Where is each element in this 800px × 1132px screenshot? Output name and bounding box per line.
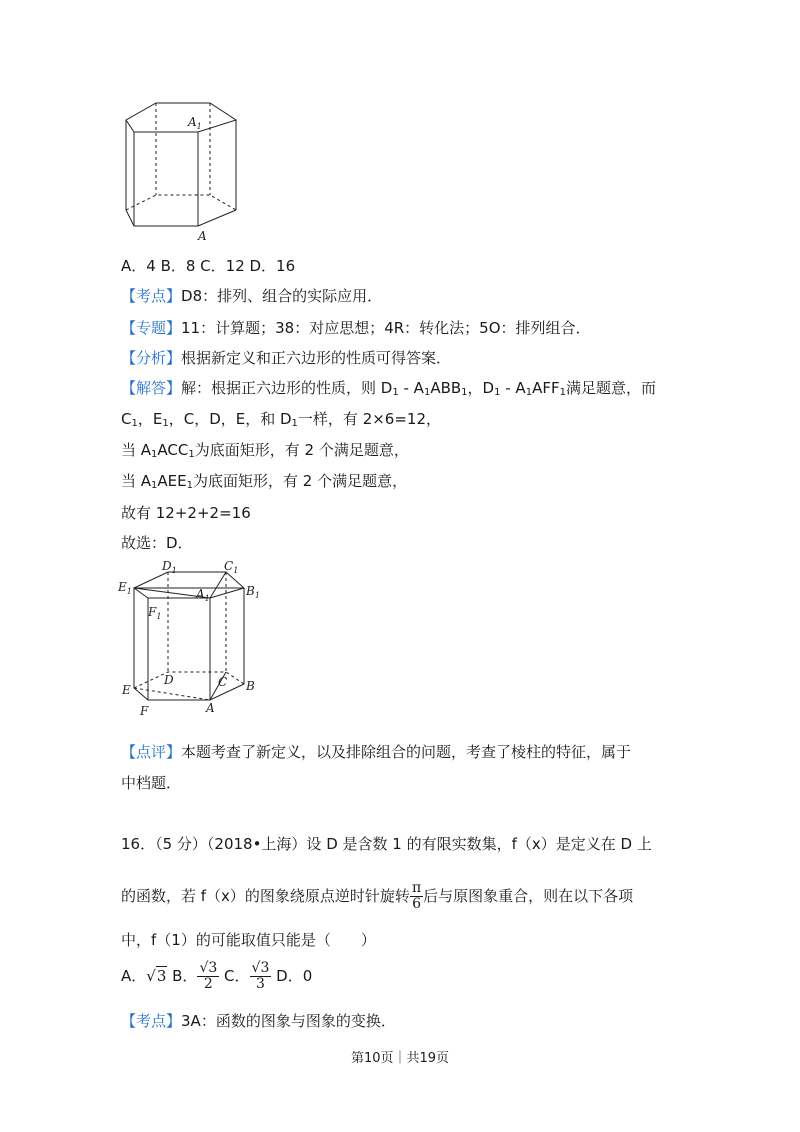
- q15-jieda-line6: 故选：D．: [121, 534, 193, 552]
- label-d: D: [164, 673, 174, 687]
- q15-zhuanti: 【专题】11：计算题；38：对应思想；4R：转化法；5O：排列组合．: [121, 319, 591, 337]
- label-a1: $A_1$: [196, 587, 210, 603]
- q15-jieda-line3: 当 $A_1ACC_1$为底面矩形，有 2 个满足题意，: [121, 441, 409, 460]
- fraction-pi-over-6: $\frac{\pi}{6}$: [411, 880, 422, 912]
- q15-options: A．4 B．8 C．12 D．16: [121, 257, 296, 275]
- label-a: A: [198, 229, 207, 243]
- q15-jieda-line2: $C_1$，$E_1$，C，D，E，和 $D_1$一样，有 2×6=12，: [121, 410, 442, 429]
- q16-kaodian: 【考点】3A：函数的图象与图象的变换．: [121, 1012, 396, 1030]
- q15-jieda-line1: 【解答】解：根据正六边形的性质，则 $D_1 - A_1ABB_1$，$D_1 - A_1AFF_1$满足题意，而: [121, 379, 656, 398]
- hexagonal-prism-figure-1: [118, 98, 248, 243]
- label-a1: A: [188, 115, 197, 129]
- q15-jieda-line5: 故有 12+2+2=16: [121, 504, 251, 522]
- option-b-fraction: $\frac{√3}{2}$: [199, 960, 218, 992]
- svg-text:A1: $A_1$: [188, 115, 202, 131]
- q15-kaodian: 【考点】D8：排列、组合的实际应用．: [121, 287, 383, 305]
- q16-options: A．√3 B． $\frac{√3}{2}$ C． $\frac{√3}{3}$ D．0: [121, 960, 313, 992]
- label-c: C: [218, 675, 228, 689]
- label-f1: $F_1$: [148, 605, 162, 621]
- q16-stem-line3: 中，f（1）的可能取值只能是（ ）: [121, 931, 376, 949]
- label-b: B: [246, 679, 255, 693]
- q15-dianping-line2: 中档题．: [121, 774, 182, 792]
- label-e: E: [122, 683, 131, 697]
- q16-stem-line1: 16．（5 分）（2018•上海）设 D 是含数 1 的有限实数集，f（x）是定义在 D 上: [121, 835, 652, 853]
- page-footer: 第10页｜共19页: [350, 1051, 450, 1066]
- q16-stem-line2: 的函数，若 f（x）的图象绕原点逆时针旋转 $\frac{\pi}{6}$ 后与原图象重合，则在以下各项: [121, 880, 634, 912]
- label-d1: $D_1$: [162, 559, 177, 575]
- label-b1: $B_1$: [246, 584, 260, 600]
- label-f: F: [140, 704, 149, 718]
- option-c-fraction: $\frac{√3}{3}$: [251, 960, 270, 992]
- label-a: A: [206, 701, 215, 715]
- hexagonal-prism-figure-2: [118, 558, 268, 718]
- label-e1: $E_1$: [118, 580, 132, 596]
- q15-fenxi: 【分析】根据新定义和正六边形的性质可得答案．: [121, 349, 452, 367]
- q15-dianping-line1: 【点评】本题考查了新定义，以及排除组合的问题，考查了棱柱的特征，属于: [121, 743, 632, 761]
- option-a-sqrt3: √3: [146, 967, 167, 985]
- q15-jieda-line4: 当 $A_1AEE_1$为底面矩形，有 2 个满足题意，: [121, 472, 408, 491]
- label-c1: $C_1$: [224, 559, 239, 575]
